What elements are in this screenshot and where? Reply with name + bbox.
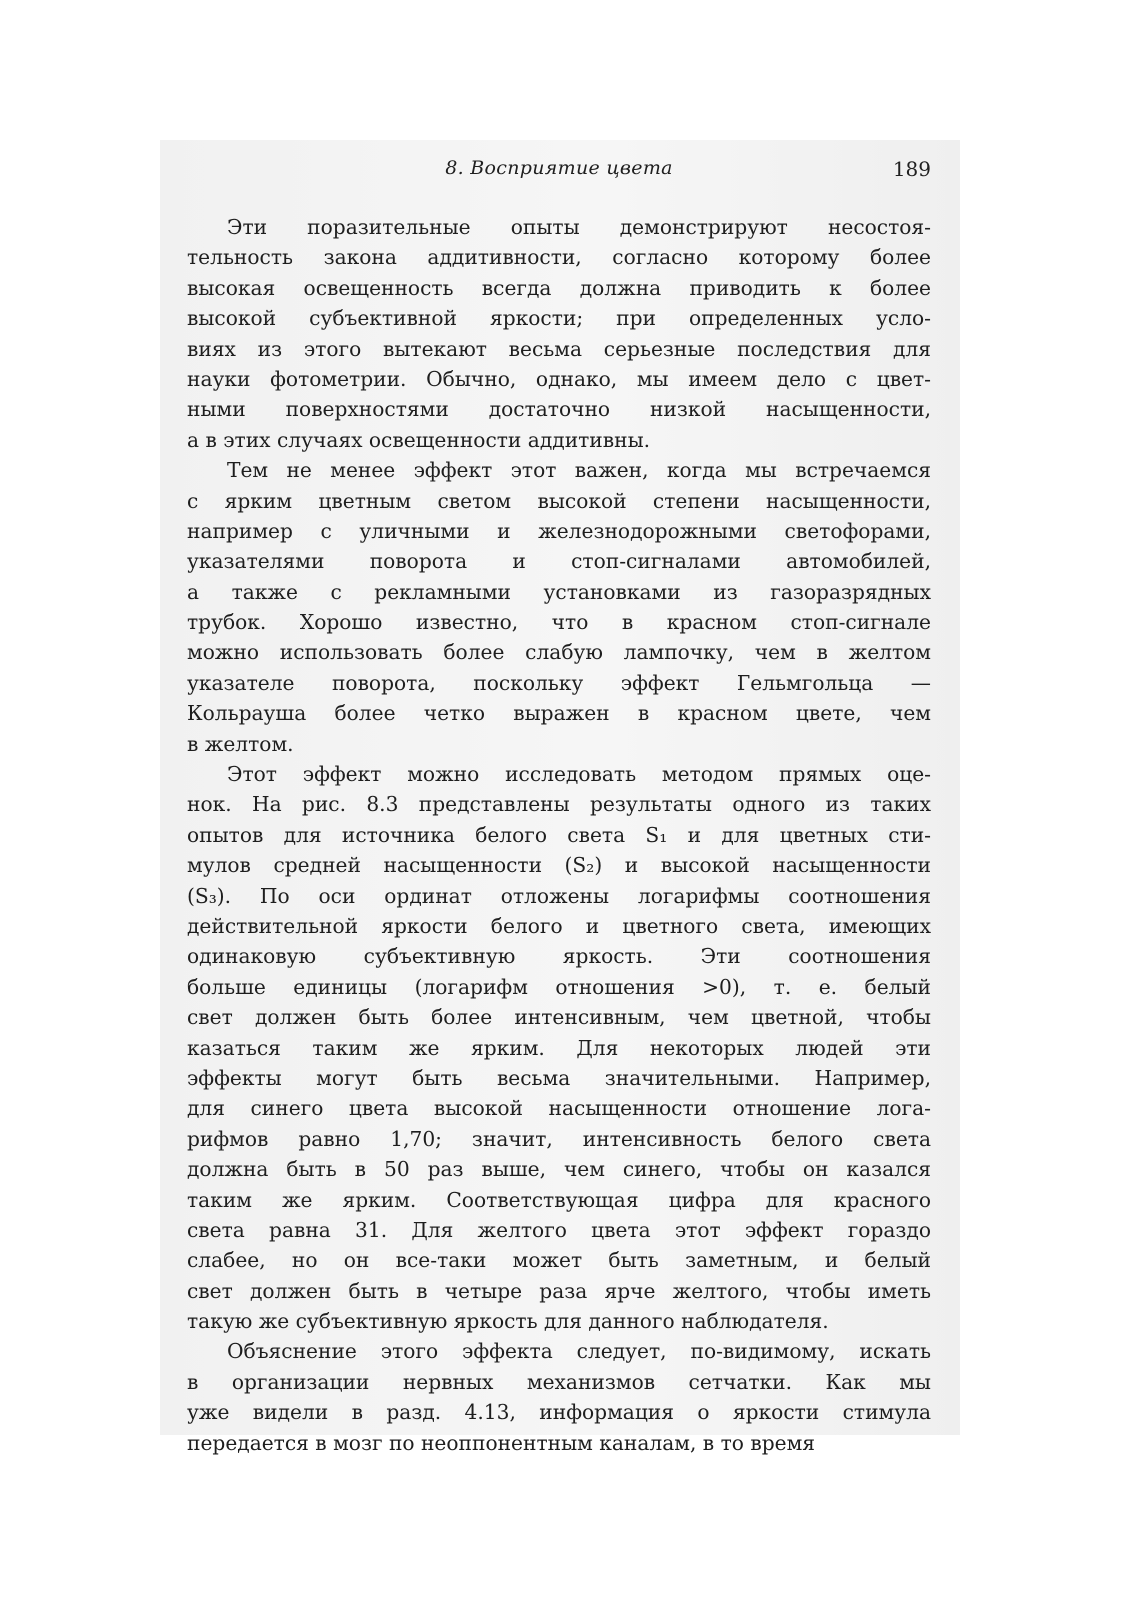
text-line: (S₃). По оси ординат отложены логарифмы соотношения bbox=[187, 883, 931, 908]
page-header bbox=[187, 153, 931, 193]
text-line: света равна 31. Для желтого цвета этот эффект гораздо bbox=[187, 1217, 931, 1242]
text-line: уже видели в разд. 4.13, информация о яркости стимула bbox=[187, 1400, 931, 1425]
text-line: одинаковую субъективную яркость. Эти соотношения bbox=[187, 944, 931, 969]
page-number: 189 bbox=[892, 157, 931, 181]
text-line: тельность закона аддитивности, согласно которому более bbox=[187, 245, 931, 270]
text-line: в организации нервных механизмов сетчатки. Как мы bbox=[187, 1369, 931, 1394]
text-line: например с уличными и железнодорожными светофорами, bbox=[187, 518, 931, 543]
text-line: а в этих случаях освещенности аддитивны. bbox=[187, 427, 651, 452]
text-line: можно использовать более слабую лампочку, чем в желтом bbox=[187, 640, 931, 665]
text-line: таким же ярким. Соответствующая цифра для красного bbox=[187, 1187, 931, 1212]
text-line: Эти поразительные опыты демонстрируют несостоя- bbox=[227, 215, 931, 239]
text-line: указателями поворота и стоп-сигналами автомобилей, bbox=[187, 549, 931, 574]
text-line: свет должен быть более интенсивным, чем цветной, чтобы bbox=[187, 1005, 931, 1030]
text-line: трубок. Хорошо известно, что в красном стоп-сигнале bbox=[187, 610, 931, 635]
text-line: передается в мозг по неоппонентным каналам, в то время bbox=[187, 1430, 816, 1455]
text-line: мулов средней насыщенности (S₂) и высокой насыщенности bbox=[187, 853, 931, 878]
text-line: казаться таким же ярким. Для некоторых людей эти bbox=[187, 1035, 931, 1060]
running-title: 8. Восприятие цвета bbox=[445, 157, 673, 179]
text-line: виях из этого вытекают весьма серьезные последствия для bbox=[187, 336, 931, 361]
text-line: действительной яркости белого и цветного света, имеющих bbox=[187, 913, 931, 938]
paragraph bbox=[187, 1336, 931, 1458]
paragraph bbox=[187, 759, 931, 1336]
text-line: должна быть в 50 раз выше, чем синего, чтобы он казался bbox=[187, 1157, 931, 1182]
text-line: ными поверхностями достаточно низкой насыщенности, bbox=[187, 397, 931, 422]
text-line: науки фотометрии. Обычно, однако, мы имеем дело с цвет- bbox=[187, 366, 931, 391]
text-line: свет должен быть в четыре раза ярче желтого, чтобы иметь bbox=[187, 1278, 931, 1303]
text-line: с ярким цветным светом высокой степени насыщенности, bbox=[187, 488, 931, 513]
paragraph bbox=[187, 455, 931, 759]
text-line: больше единицы (логарифм отношения >0), т. е. белый bbox=[187, 974, 931, 999]
text-line: высокой субъективной яркости; при определенных усло- bbox=[187, 306, 931, 331]
text-line: нок. На рис. 8.3 представлены результаты одного из таких bbox=[187, 792, 931, 817]
text-line: Объяснение этого эффекта следует, по-видимому, искать bbox=[227, 1339, 931, 1364]
text-line: в желтом. bbox=[187, 731, 294, 756]
text-line: для синего цвета высокой насыщенности отношение лога- bbox=[187, 1096, 931, 1121]
text-line: Тем не менее эффект этот важен, когда мы встречаемся bbox=[227, 458, 931, 483]
text-line: эффекты могут быть весьма значительными. Например, bbox=[187, 1065, 931, 1090]
text-line: рифмов равно 1,70; значит, интенсивность белого света bbox=[187, 1126, 931, 1151]
text-line: высокая освещенность всегда должна приводить к более bbox=[187, 275, 931, 300]
text-line: опытов для источника белого света S₁ и для цветных сти- bbox=[187, 822, 931, 847]
text-line: такую же субъективную яркость для данного наблюдателя. bbox=[187, 1309, 829, 1334]
text-line: указателе поворота, поскольку эффект Гельмгольца — bbox=[187, 670, 931, 695]
paragraph bbox=[187, 212, 931, 455]
text-line: слабее, но он все-таки может быть заметным, и белый bbox=[187, 1248, 931, 1273]
text-line: а также с рекламными установками из газоразрядных bbox=[187, 579, 931, 604]
text-line: Кольрауша более четко выражен в красном цвете, чем bbox=[187, 701, 931, 726]
body-text bbox=[187, 212, 931, 1458]
text-line: Этот эффект можно исследовать методом прямых оце- bbox=[227, 762, 931, 787]
